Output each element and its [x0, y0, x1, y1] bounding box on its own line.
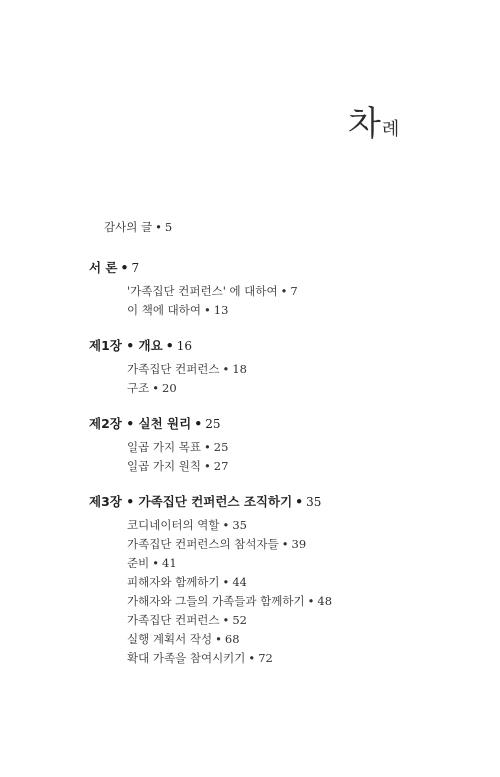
toc-entry-text: '가족집단 컨퍼런스' 에 대하여: [127, 284, 278, 298]
toc-heading-introduction: 서 론 • 7: [89, 260, 140, 275]
toc-entry-text: 구조: [127, 381, 150, 395]
toc-entry-page: 52: [232, 613, 247, 627]
toc-entry: 코디네이터의 역할 • 35: [127, 518, 247, 532]
toc-heading-text: 제3장 • 가족집단 컨퍼런스 조직하기: [89, 494, 293, 509]
toc-entry-page: 27: [213, 459, 229, 473]
toc-heading-page: 25: [205, 417, 221, 431]
toc-title-large-char: 차: [348, 104, 381, 144]
toc-entry: 일곱 가지 목표 • 25: [127, 440, 229, 454]
toc-entry-text: 코디네이터의 역할: [127, 518, 220, 532]
toc-heading-text: 제2장 • 실천 원리: [89, 416, 192, 431]
toc-entry-page: 41: [162, 556, 177, 570]
toc-entry: 준비 • 41: [127, 556, 177, 570]
toc-entry-page: 35: [232, 518, 247, 532]
toc-entry-page: 25: [213, 440, 229, 454]
toc-entry-acknowledgements: 감사의 글 • 5: [104, 220, 173, 234]
toc-heading-text: 제1장 • 개요: [89, 338, 163, 353]
toc-entry-text: 이 책에 대하여: [127, 303, 201, 317]
toc-entry-text: 가족집단 컨퍼런스: [127, 362, 220, 376]
toc-entry-page: 20: [162, 381, 177, 395]
toc-entry-page: 13: [213, 303, 229, 317]
toc-entry-text: 감사의 글: [104, 220, 153, 234]
toc-entry: 구조 • 20: [127, 381, 177, 395]
toc-entry-page: 68: [224, 632, 240, 646]
toc-entry-page: 18: [232, 362, 247, 376]
toc-entry-page: 5: [164, 220, 173, 234]
toc-entry-page: 39: [291, 537, 307, 551]
toc-heading-chapter-2: 제2장 • 실천 원리 • 25: [89, 416, 221, 431]
toc-entry-text: 실행 계획서 작성: [127, 632, 213, 646]
toc-entry-text: 일곱 가지 원칙: [127, 459, 201, 473]
toc-entry-text: 준비: [127, 556, 150, 570]
toc-entry: 이 책에 대하여 • 13: [127, 303, 229, 317]
toc-heading-page: 35: [306, 495, 322, 509]
toc-entry-text: 일곱 가지 목표: [127, 440, 201, 454]
toc-title-small-char: 례: [381, 119, 400, 140]
toc-entry-page: 44: [232, 575, 247, 589]
toc-entry-text: 가족집단 컨퍼런스: [127, 613, 220, 627]
toc-entry: '가족집단 컨퍼런스' 에 대하여 • 7: [127, 284, 298, 298]
toc-heading-text: 서 론: [89, 260, 118, 275]
toc-heading-chapter-3: 제3장 • 가족집단 컨퍼런스 조직하기 • 35: [89, 494, 322, 509]
toc-entry-text: 가족집단 컨퍼런스의 참석자들: [127, 537, 279, 551]
toc-entry: 가족집단 컨퍼런스 • 52: [127, 613, 247, 627]
toc-entry: 실행 계획서 작성 • 68: [127, 632, 240, 646]
toc-entry-page: 72: [258, 651, 273, 665]
toc-entry-text: 확대 가족을 참여시키기: [127, 651, 246, 665]
toc-entry-page: 7: [290, 284, 298, 298]
toc-entry-text: 가해자와 그들의 가족들과 함께하기: [127, 594, 305, 608]
toc-entry-page: 48: [317, 594, 333, 608]
toc-entry: 가해자와 그들의 가족들과 함께하기 • 48: [127, 594, 333, 608]
toc-entry: 확대 가족을 참여시키기 • 72: [127, 651, 273, 665]
toc-entry: 일곱 가지 원칙 • 27: [127, 459, 229, 473]
toc-entry: 피해자와 함께하기 • 44: [127, 575, 247, 589]
toc-entry: 가족집단 컨퍼런스의 참석자들 • 39: [127, 537, 307, 551]
toc-heading-page: 16: [176, 339, 192, 353]
toc-heading-page: 7: [131, 261, 140, 275]
toc-entry-text: 피해자와 함께하기: [127, 575, 220, 589]
toc-heading-chapter-1: 제1장 • 개요 • 16: [89, 338, 192, 353]
toc-entry: 가족집단 컨퍼런스 • 18: [127, 362, 247, 376]
